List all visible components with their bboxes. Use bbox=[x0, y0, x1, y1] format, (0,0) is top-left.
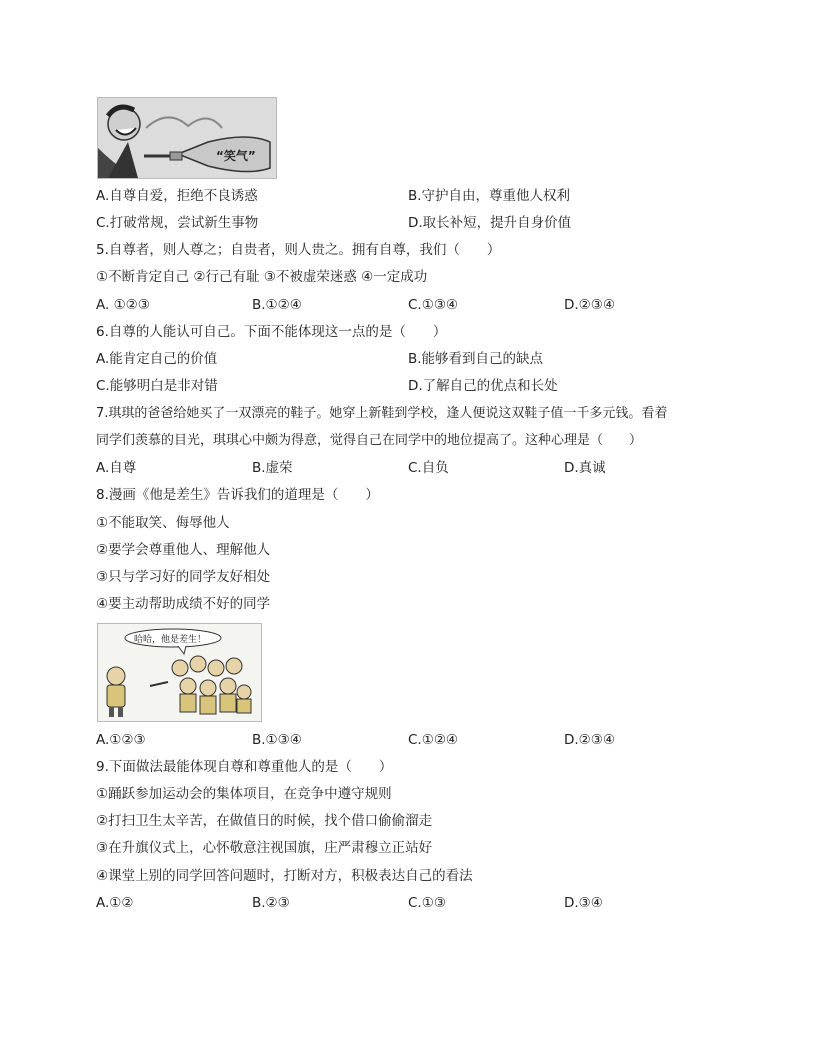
q7-option-a[interactable]: A.自尊 bbox=[96, 460, 137, 476]
q6-option-b[interactable]: B.能够看到自己的缺点 bbox=[408, 351, 544, 367]
q9-item-3: ③在升旗仪式上，心怀敬意注视国旗，庄严肃穆立正站好 bbox=[96, 840, 433, 856]
poor-student-drawing bbox=[98, 624, 261, 721]
q9-item-1: ①踊跃参加运动会的集体项目，在竞争中遵守规则 bbox=[96, 786, 392, 802]
q8-option-c[interactable]: C.①②④ bbox=[408, 732, 459, 748]
q7-option-c[interactable]: C.自负 bbox=[408, 460, 449, 476]
q6-option-a[interactable]: A.能肯定自己的价值 bbox=[96, 351, 218, 367]
poor-student-cartoon bbox=[97, 623, 262, 722]
q5-option-a[interactable]: A. ①②③ bbox=[96, 297, 150, 313]
q8-option-b[interactable]: B.①③④ bbox=[252, 732, 302, 748]
q6-option-d[interactable]: D.了解自己的优点和长处 bbox=[408, 378, 558, 394]
laughing-gas-cartoon bbox=[97, 97, 277, 179]
q5-option-d[interactable]: D.②③④ bbox=[564, 297, 615, 313]
q8-option-d[interactable]: D.②③④ bbox=[564, 732, 615, 748]
q5-option-b[interactable]: B.①②④ bbox=[252, 297, 302, 313]
q9-item-4: ④课堂上别的同学回答问题时，打断对方，积极表达自己的看法 bbox=[96, 868, 473, 884]
q4-option-b[interactable]: B.守护自由，尊重他人权利 bbox=[408, 188, 571, 204]
q4-option-c[interactable]: C.打破常规，尝试新生事物 bbox=[96, 215, 259, 231]
q5-stem: 5.自尊者，则人尊之；自贵者，则人贵之。拥有自尊，我们（ ） bbox=[96, 242, 501, 258]
q8-option-a[interactable]: A.①②③ bbox=[96, 732, 146, 748]
q7-option-d[interactable]: D.真诚 bbox=[564, 460, 606, 476]
q9-item-2: ②打扫卫生太辛苦，在做值日的时候，找个借口偷偷溜走 bbox=[96, 813, 433, 829]
q7-option-b[interactable]: B.虚荣 bbox=[252, 460, 293, 476]
q9-stem: 9.下面做法最能体现自尊和尊重他人的是（ ） bbox=[96, 759, 393, 775]
q4-option-a[interactable]: A.自尊自爱，拒绝不良诱惑 bbox=[96, 188, 258, 204]
laughing-gas-drawing bbox=[98, 98, 276, 178]
q8-item-2: ②要学会尊重他人、理解他人 bbox=[96, 542, 271, 558]
q4-option-d[interactable]: D.取长补短，提升自身价值 bbox=[408, 215, 572, 231]
q7-stem-line-1: 7.琪琪的爸爸给她买了一双漂亮的鞋子。她穿上新鞋到学校，逢人便说这双鞋子值一千多元钱。看着 bbox=[96, 406, 668, 421]
q9-option-d[interactable]: D.③④ bbox=[564, 895, 603, 911]
speech-bubble-text: 哈哈，他是差生！ bbox=[134, 635, 207, 645]
q9-option-c[interactable]: C.①③ bbox=[408, 895, 446, 911]
q8-item-1: ①不能取笑、侮辱他人 bbox=[96, 515, 230, 531]
q8-item-3: ③只与学习好的同学友好相处 bbox=[96, 569, 271, 585]
bottle-caption: “笑气” bbox=[216, 149, 256, 163]
q6-stem: 6.自尊的人能认可自己。下面不能体现这一点的是（ ） bbox=[96, 324, 447, 340]
q9-option-b[interactable]: B.②③ bbox=[252, 895, 290, 911]
q7-stem-line-2: 同学们羡慕的目光，琪琪心中颇为得意，觉得自己在同学中的地位提高了。这种心理是（ ） bbox=[96, 433, 643, 448]
q8-item-4: ④要主动帮助成绩不好的同学 bbox=[96, 596, 271, 612]
q5-option-c[interactable]: C.①③④ bbox=[408, 297, 459, 313]
q6-option-c[interactable]: C.能够明白是非对错 bbox=[96, 378, 218, 394]
q5-items: ①不断肯定自己 ②行己有耻 ③不被虚荣迷惑 ④一定成功 bbox=[96, 269, 428, 285]
q8-stem: 8.漫画《他是差生》告诉我们的道理是（ ） bbox=[96, 487, 379, 503]
q9-option-a[interactable]: A.①② bbox=[96, 895, 134, 911]
